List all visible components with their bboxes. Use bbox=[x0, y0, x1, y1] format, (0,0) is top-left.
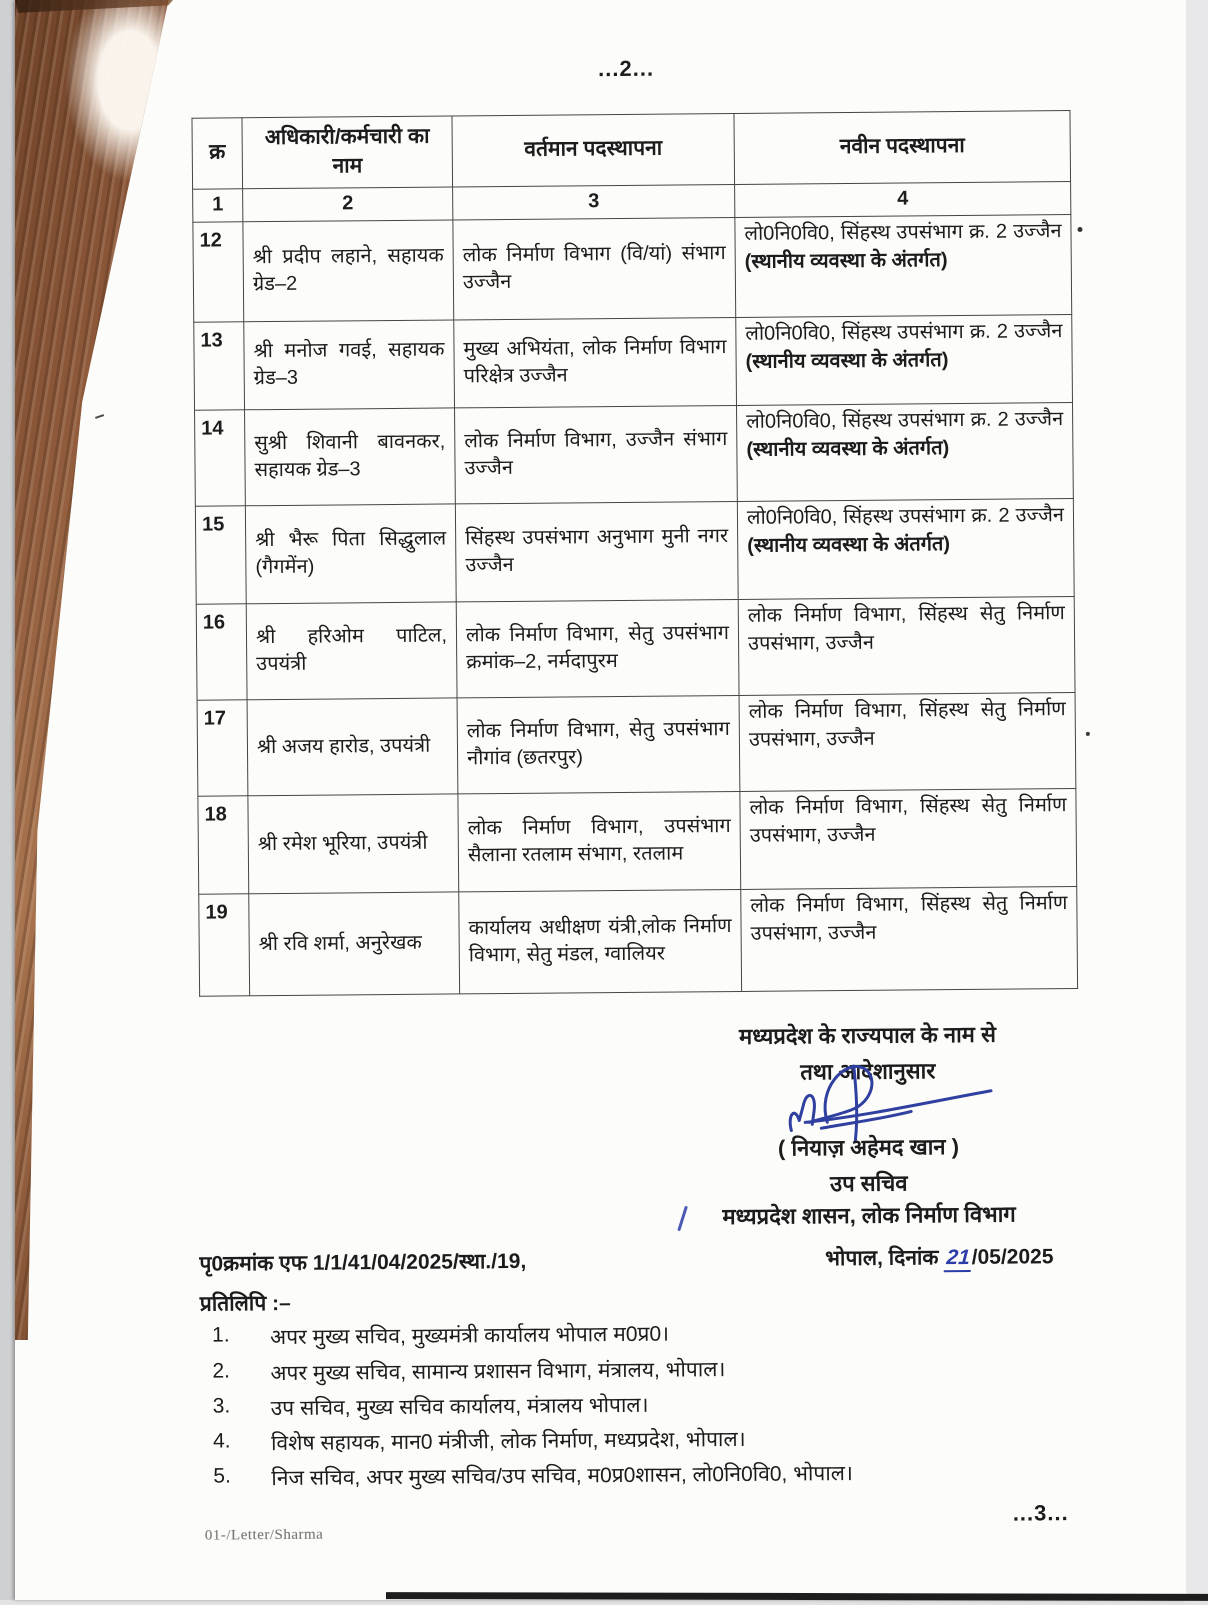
signatory-name: ( नियाज़ अहेमद खान ) bbox=[777, 1134, 960, 1161]
signatory-designation: उप सचिव bbox=[829, 1170, 908, 1197]
place-date-prefix: भोपाल, दिनांक bbox=[825, 1246, 945, 1271]
new-posting-note: (स्थानीय व्यवस्था के अंतर्गत) bbox=[747, 532, 951, 557]
copy-item-number: 5. bbox=[213, 1464, 231, 1488]
header-current-posting: वर्तमान पदस्थापना bbox=[452, 113, 735, 186]
table-row bbox=[198, 788, 1077, 894]
new-posting-text: लोक निर्माण विभाग, सिंहस्थ सेतु निर्माण उपसंभाग, उज्जैन bbox=[748, 698, 1066, 751]
copy-item-number: 3. bbox=[212, 1394, 231, 1418]
table-row bbox=[196, 596, 1075, 700]
new-posting-text: लो0नि0वि0, सिंहस्थ उपसंभाग क्र. 2 उज्जैन bbox=[746, 408, 1064, 433]
current-posting: लोक निर्माण विभाग, सेतु उपसंभाग नौगांव (छतरपुर) bbox=[457, 695, 740, 793]
current-posting: कार्यालय अधीक्षण यंत्री,लोक निर्माण विभाग, सेतु मंडल, ग्वालियर bbox=[459, 889, 742, 993]
transfer-table-wrap bbox=[191, 110, 1078, 997]
table-row bbox=[195, 498, 1074, 604]
header-name: अधिकारी/कर्मचारी का नाम bbox=[242, 116, 453, 189]
new-posting-text: लो0नि0वि0, सिंहस्थ उपसंभाग क्र. 2 उज्जैन bbox=[744, 220, 1062, 245]
new-posting-note: (स्थानीय व्यवस्था के अंतर्गत) bbox=[745, 348, 949, 373]
new-posting-text: लोक निर्माण विभाग, सिंहस्थ सेतु निर्माण उपसंभाग, उज्जैन bbox=[750, 892, 1068, 945]
reference-line bbox=[199, 1242, 1053, 1278]
new-posting bbox=[741, 886, 1078, 991]
new-posting bbox=[737, 402, 1074, 501]
table-row bbox=[194, 314, 1073, 410]
current-posting: सिंहस्थ उपसंभाग अनुभाग मुनी नगर उज्जैन bbox=[455, 501, 738, 601]
table-row bbox=[193, 214, 1072, 322]
authority-line-2: तथा आदेशानुसार bbox=[800, 1058, 936, 1085]
table-row bbox=[197, 692, 1076, 796]
serial-number: 14 bbox=[195, 410, 246, 506]
serial-number: 16 bbox=[196, 604, 247, 700]
copy-item-text: अपर मुख्य सचिव, मुख्यमंत्री कार्यालय भोपाल म0प्र0। bbox=[270, 1322, 670, 1350]
employee-name: श्री प्रदीप लहाने, सहायक ग्रेड–2 bbox=[243, 220, 454, 322]
table-row bbox=[195, 402, 1074, 506]
employee-name: श्री रमेश भूरिया, उपयंत्री bbox=[248, 794, 459, 894]
new-posting bbox=[736, 314, 1073, 405]
reference-number: पृ0क्रमांक एफ 1/1/41/04/2025/स्था./19, bbox=[199, 1249, 527, 1276]
handwritten-day: 21 bbox=[944, 1246, 973, 1272]
current-posting: मुख्य अभियंता, लोक निर्माण विभाग परिक्षेत्र उज्जैन bbox=[454, 317, 737, 407]
copy-list-item bbox=[212, 1316, 1092, 1352]
new-posting-text: लोक निर्माण विभाग, सिंहस्थ सेतु निर्माण उपसंभाग, उज्जैन bbox=[749, 794, 1067, 847]
copy-item-number: 1. bbox=[211, 1323, 230, 1347]
new-posting bbox=[740, 788, 1077, 889]
new-posting-text: लो0नि0वि0, सिंहस्थ उपसंभाग क्र. 2 उज्जैन bbox=[746, 504, 1065, 529]
copy-item-number: 4. bbox=[212, 1429, 231, 1453]
employee-name: श्री अजय हारोड, उपयंत्री bbox=[247, 698, 458, 796]
column-number: 4 bbox=[735, 181, 1071, 217]
serial-number: 13 bbox=[194, 322, 245, 410]
employee-name: श्री भैरू पिता सिद्धुलाल (गैगमेंन) bbox=[245, 504, 456, 604]
new-posting bbox=[738, 596, 1075, 695]
new-posting bbox=[735, 214, 1072, 317]
scan-artifact-dot bbox=[1086, 732, 1090, 736]
copy-list-item bbox=[212, 1352, 1092, 1388]
employee-name: सुश्री शिवानी बावनकर, सहायक ग्रेड–3 bbox=[245, 408, 456, 506]
scan-artifact-dash bbox=[95, 414, 104, 419]
serial-number: 18 bbox=[198, 796, 249, 894]
date-suffix: /05/2025 bbox=[971, 1245, 1054, 1269]
serial-number: 19 bbox=[199, 894, 250, 996]
current-posting: लोक निर्माण विभाग (वि/यां) संभाग उज्जैन bbox=[453, 217, 736, 319]
page-number-top: ...2... bbox=[597, 55, 655, 82]
current-posting: लोक निर्माण विभाग, उपसंभाग सैलाना रतलाम संभाग, रतलाम bbox=[458, 791, 741, 891]
serial-number: 17 bbox=[197, 700, 248, 796]
signatory-department: मध्यप्रदेश शासन, लोक निर्माण विभाग bbox=[722, 1201, 1016, 1230]
employee-name: श्री मनोज गवई, सहायक ग्रेड–3 bbox=[244, 320, 455, 410]
current-posting: लोक निर्माण विभाग, सेतु उपसंभाग क्रमांक–2, नर्मदापुरम bbox=[456, 599, 739, 697]
new-posting-text: लोक निर्माण विभाग, सिंहस्थ सेतु निर्माण उपसंभाग, उज्जैन bbox=[747, 602, 1065, 655]
new-posting-text: लो0नि0वि0, सिंहस्थ उपसंभाग क्र. 2 उज्जैन bbox=[745, 320, 1063, 345]
new-posting-note: (स्थानीय व्यवस्था के अंतर्गत) bbox=[744, 248, 948, 273]
footer-file-reference: 01-/Letter/Sharma bbox=[204, 1526, 324, 1544]
new-posting bbox=[739, 692, 1076, 791]
current-posting: लोक निर्माण विभाग, उज्जैन संभाग उज्जैन bbox=[455, 405, 738, 503]
table-row bbox=[199, 886, 1078, 996]
column-number: 2 bbox=[243, 187, 453, 222]
serial-number: 12 bbox=[193, 222, 244, 322]
copy-item-number: 2. bbox=[212, 1359, 231, 1383]
copy-item-text: उप सचिव, मुख्य सचिव कार्यालय, मंत्रालय भोपाल। bbox=[270, 1393, 649, 1421]
employee-name: श्री रवि शर्मा, अनुरेखक bbox=[249, 892, 460, 996]
page-number-bottom: ...3... bbox=[1012, 1500, 1069, 1526]
copy-item-text: निज सचिव, अपर मुख्य सचिव/उप सचिव, म0प्र0शासन, लो0नि0वि0, भोपाल। bbox=[271, 1462, 854, 1491]
employee-name: श्री हरिओम पाटिल, उपयंत्री bbox=[246, 602, 457, 700]
copy-list-item bbox=[213, 1387, 1093, 1423]
copy-item-text: विशेष सहायक, मान0 मंत्रीजी, लोक निर्माण, मध्यप्रदेश, भोपाल। bbox=[270, 1427, 746, 1456]
serial-number: 15 bbox=[195, 506, 246, 604]
copy-heading: प्रतिलिपि :– bbox=[199, 1291, 291, 1316]
new-posting bbox=[737, 498, 1074, 599]
column-number: 3 bbox=[453, 184, 735, 219]
copy-item-text: अपर मुख्य सचिव, सामान्य प्रशासन विभाग, मंत्रालय, भोपाल। bbox=[270, 1358, 726, 1386]
header-new-posting: नवीन पदस्थापना bbox=[734, 111, 1071, 185]
transfer-order-table bbox=[191, 110, 1078, 997]
copy-list-item bbox=[213, 1422, 1093, 1458]
new-posting-note: (स्थानीय व्यवस्था के अंतर्गत) bbox=[746, 436, 950, 461]
table-header-row bbox=[192, 111, 1071, 190]
header-serial: क्र bbox=[192, 118, 243, 189]
authority-line-1: मध्यप्रदेश के राज्यपाल के नाम से bbox=[738, 1021, 997, 1049]
copy-list-item bbox=[213, 1457, 1093, 1493]
place-and-date bbox=[825, 1242, 1053, 1273]
column-number: 1 bbox=[193, 189, 243, 222]
scan-artifact-dot bbox=[1077, 227, 1082, 232]
